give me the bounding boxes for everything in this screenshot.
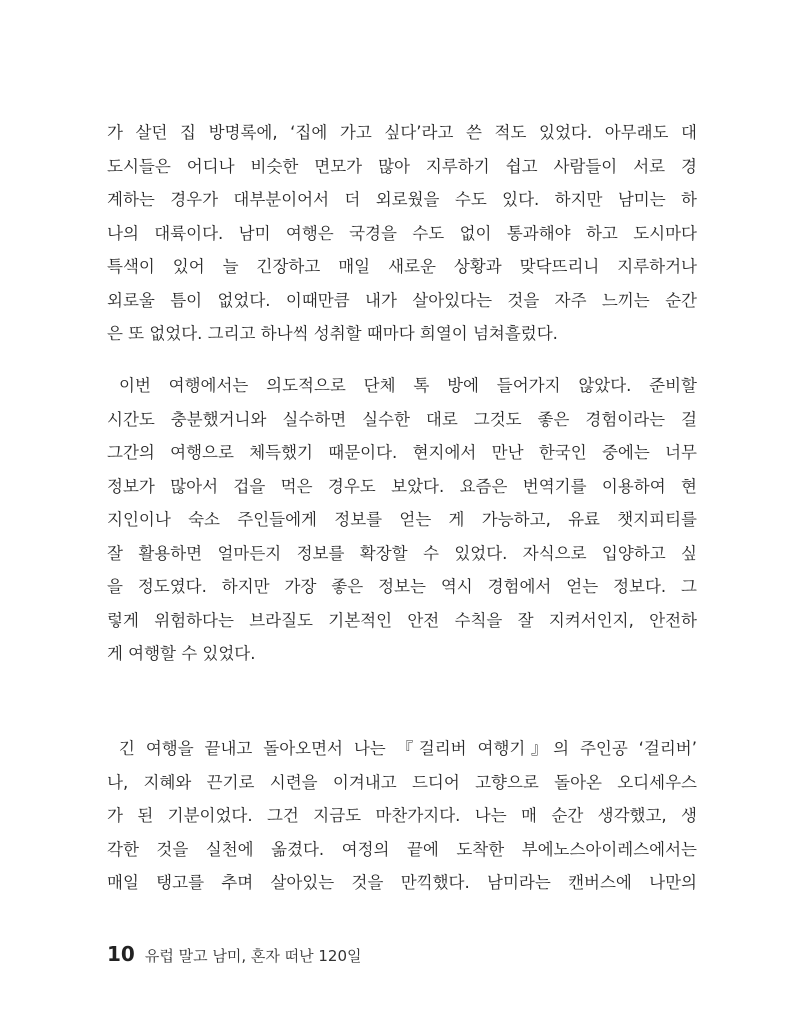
- text-line: 은 또 없었다. 그리고 하나씩 성취할 때마다 희열이 넘쳐흘렀다.: [107, 324, 558, 343]
- text-line: 외로울 틈이 없었다. 이때만큼 내가 살아있다는 것을 자주 느끼는 순간: [107, 290, 697, 310]
- page-number: 10: [107, 942, 135, 966]
- text-line: 특색이 있어 늘 긴장하고 매일 새로운 상황과 맞닥뜨리니 지루하거나: [107, 257, 697, 276]
- text-line: 도시들은 어디나 비슷한 면모가 많아 지루하기 쉽고 사람들이 서로 경: [107, 156, 697, 176]
- text-line: 게 여행할 수 있었다.: [107, 644, 256, 663]
- text-line: 계하는 경우가 대부분이어서 더 외로웠을 수도 있다. 하지만 남미는 하: [107, 190, 697, 209]
- text-line: 지인이나 숙소 주인들에게 정보를 얻는 게 가능하고, 유료 챗지피티를: [107, 510, 697, 529]
- text-line: 그간의 여행으로 체득했기 때문이다. 현지에서 만난 한국인 중에는 너무: [107, 443, 697, 462]
- paragraph-2: [107, 369, 697, 671]
- text-line: 가 살던 집 방명록에, ‘집에 가고 싶다’라고 쓴 적도 있었다. 아무래도 대: [107, 123, 697, 142]
- text-line: 잘 활용하면 얼마든지 정보를 확장할 수 있었다. 자식으로 입양하고 싶: [107, 543, 697, 563]
- paragraph-3: [107, 732, 697, 900]
- text-line: 렇게 위험하다는 브라질도 기본적인 안전 수칙을 잘 지켜서인지, 안전하: [107, 610, 697, 630]
- book-title: 유럽 말고 남미, 혼자 떠난 120일: [144, 947, 362, 965]
- text-line: 나의 대륙이다. 남미 여행은 국경을 수도 없이 통과해야 하고 도시마다: [107, 223, 697, 243]
- text-line: 정보가 많아서 겁을 먹은 경우도 보았다. 요즘은 번역기를 이용하여 현: [107, 476, 697, 496]
- text-line: 각한 것을 실천에 옮겼다. 여정의 끝에 도착한 부에노스아이레스에서는: [107, 839, 697, 859]
- text-line: 매일 탱고를 추며 살아있는 것을 만끽했다. 남미라는 캔버스에 나만의: [107, 873, 697, 892]
- text-line: 나, 지혜와 끈기로 시련을 이겨내고 드디어 고향으로 돌아온 오디세우스: [107, 772, 697, 792]
- text-line: 시간도 충분했거니와 실수하면 실수한 대로 그것도 좋은 경험이라는 걸: [107, 409, 697, 429]
- text-line: 긴 여행을 끝내고 돌아오면서 나는 『걸리버 여행기』의 주인공 ‘걸리버’: [119, 739, 697, 758]
- text-line: 가 된 기분이었다. 그건 지금도 마찬가지다. 나는 매 순간 생각했고, 생: [107, 806, 697, 825]
- text-line: 이번 여행에서는 의도적으로 단체 톡 방에 들어가지 않았다. 준비할: [119, 376, 697, 395]
- page-footer: [107, 942, 361, 966]
- text-line: 을 정도였다. 하지만 가장 좋은 정보는 역시 경험에서 얻는 정보다. 그: [107, 577, 697, 596]
- paragraph-1: [107, 116, 697, 351]
